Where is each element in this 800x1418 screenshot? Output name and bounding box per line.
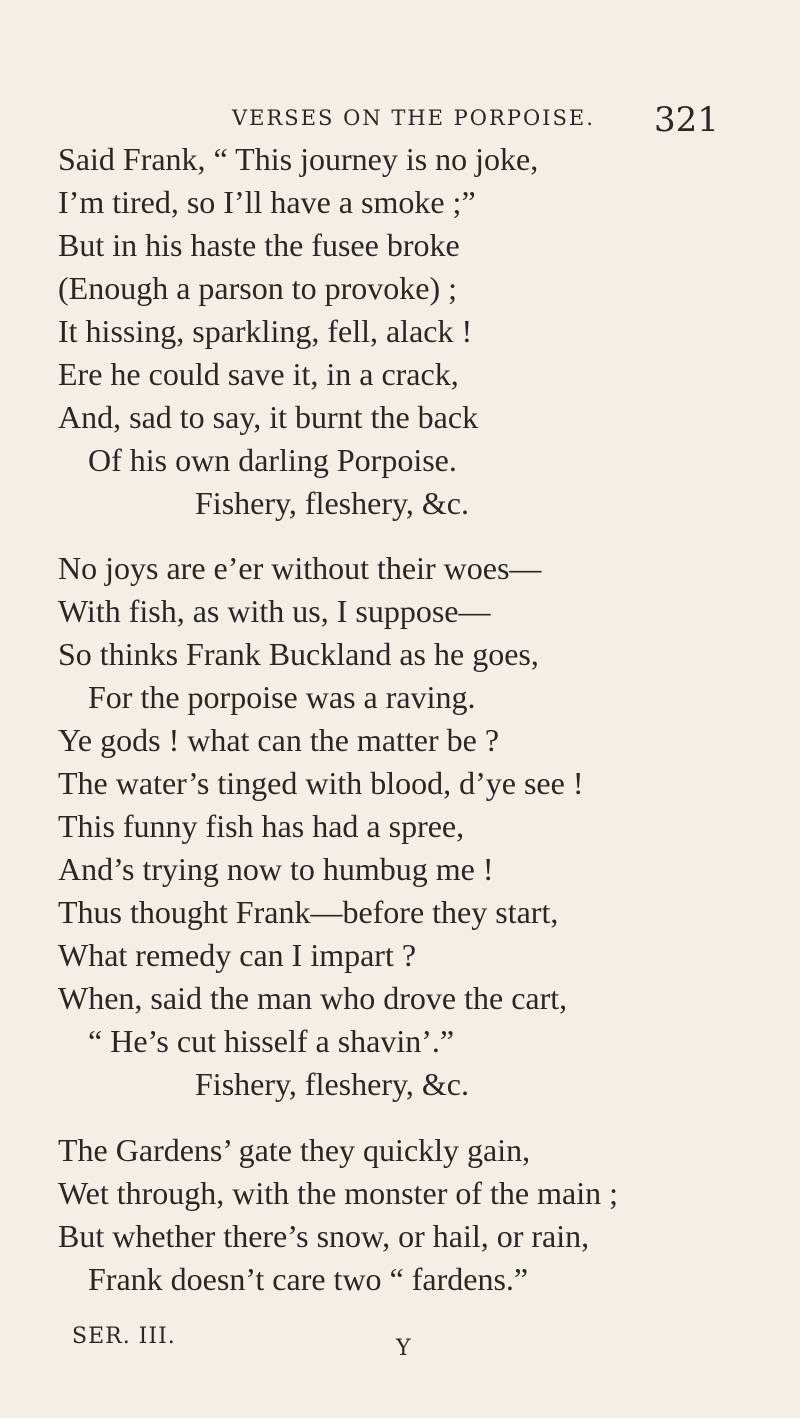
verse-line: “ He’s cut hisself a shavin’.” [88, 1023, 455, 1059]
verse-line: Frank doesn’t care two “ fardens.” [88, 1261, 529, 1297]
verse-line: And, sad to say, it burnt the back [58, 399, 479, 435]
verse-line: No joys are e’er without their woes— [58, 550, 542, 586]
signature-mark: Y [396, 1336, 411, 1361]
verse-line: For the porpoise was a raving. [88, 679, 476, 715]
verse-line: It hissing, sparkling, fell, alack ! [58, 313, 473, 349]
verse-line: But in his haste the fusee broke [58, 227, 460, 263]
page-header [0, 102, 800, 142]
verse-line: This funny fish has had a spree, [58, 808, 465, 844]
verse-line: Ye gods ! what can the matter be ? [58, 722, 500, 758]
verse-line: What remedy can I impart ? [58, 937, 417, 973]
signature: SER. III. [72, 1324, 176, 1349]
verse-line: With fish, as with us, I suppose— [58, 593, 491, 629]
refrain-line: Fishery, fleshery, &c. [195, 485, 469, 521]
verse-line: When, said the man who drove the cart, [58, 980, 568, 1016]
verse-line: And’s trying now to humbug me ! [58, 851, 494, 887]
verse-line: Ere he could save it, in a crack, [58, 356, 459, 392]
verse-line: (Enough a parson to provoke) ; [58, 270, 458, 306]
verse-line: Said Frank, “ This journey is no joke, [58, 141, 539, 177]
verse-line: Wet through, with the monster of the main ; [58, 1175, 618, 1211]
verse-line: So thinks Frank Buckland as he goes, [58, 636, 539, 672]
verse-line: I’m tired, so I’ll have a smoke ;” [58, 184, 476, 220]
page-footer [0, 1324, 800, 1364]
running-head: VERSES ON THE PORPOISE. [232, 106, 595, 130]
verse-line: Thus thought Frank—before they start, [58, 894, 559, 930]
verse-line: The Gardens’ gate they quickly gain, [58, 1132, 531, 1168]
verse-line: Of his own darling Porpoise. [88, 442, 457, 478]
verse-line: But whether there’s snow, or hail, or rain, [58, 1218, 590, 1254]
refrain-line: Fishery, fleshery, &c. [195, 1066, 469, 1102]
verse-line: The water’s tinged with blood, d’ye see ! [58, 765, 584, 801]
page-number: 321 [654, 100, 719, 140]
